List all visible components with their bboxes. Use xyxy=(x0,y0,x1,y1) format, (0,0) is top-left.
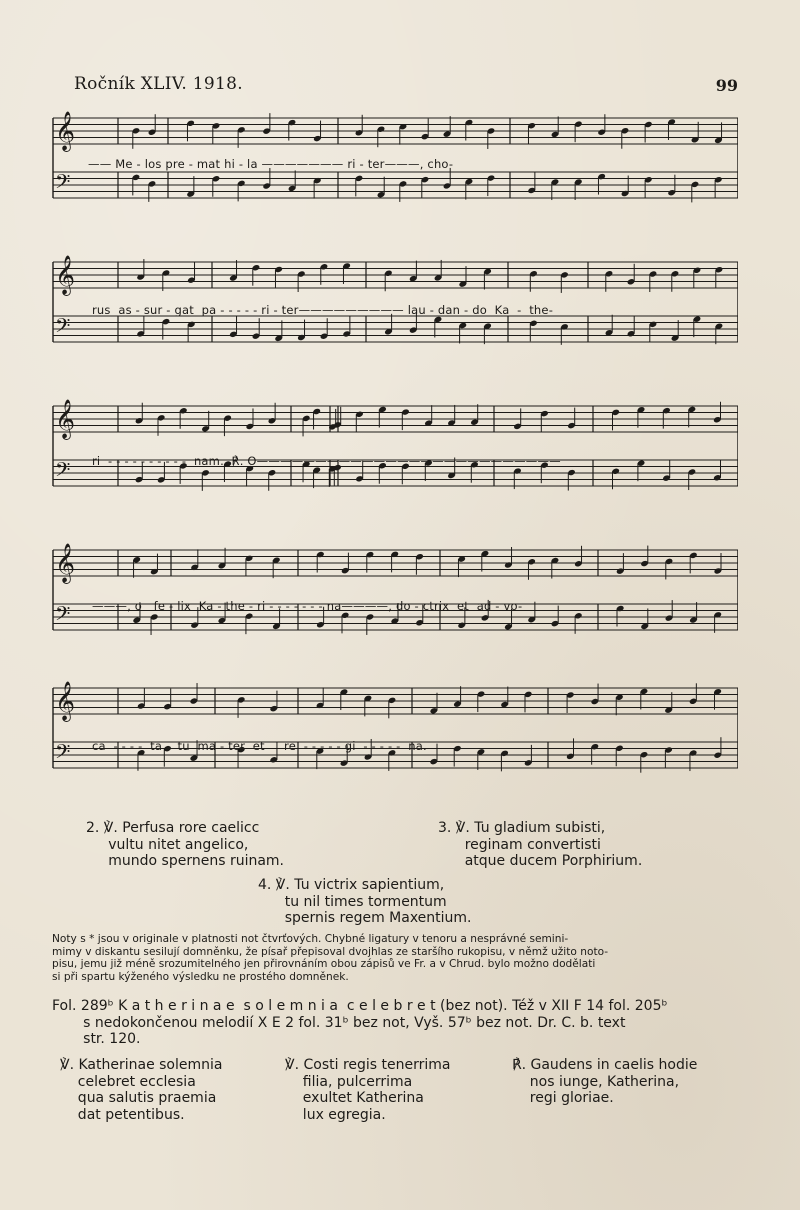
verse-2 xyxy=(86,820,284,870)
bottom-verse-a xyxy=(60,1057,222,1123)
treble-clef-icon: 𝄞 xyxy=(55,543,76,583)
verse-4-line: 4. ℣. Tu victrix sapientium, xyxy=(258,877,445,893)
bass-clef-icon: 𝄢 xyxy=(55,314,71,342)
bottom-verse-line: qua salutis praemia xyxy=(60,1090,217,1106)
bass-clef-icon: 𝄢 xyxy=(55,740,71,768)
bottom-verse-line: dat petentibus. xyxy=(60,1106,185,1123)
footnote-line: pisu, jemu již méně srozumitelného jen přirovnáním obou zápisů ve Fr. a v Chrud. bylo možno dodělati xyxy=(52,958,596,971)
bottom-verse-b xyxy=(285,1057,450,1123)
bass-clef-icon: 𝄢 xyxy=(55,602,71,630)
lyrics-system-4: ———, o fe - lix Ka - the - ri - - - - - - - na————, do - ctrix et ad - vo- xyxy=(92,599,523,613)
verse-4-line: tu nil times tormentum xyxy=(258,893,447,910)
bottom-verse-line: ℟. Gaudens in caelis hodie xyxy=(512,1057,698,1073)
bottom-verse-line: regi gloriae. xyxy=(512,1090,614,1106)
bottom-verse-c xyxy=(512,1057,697,1107)
bottom-verse-line: ℣. Costi regis tenerrima xyxy=(285,1057,451,1073)
verse-3-line: reginam convertisti xyxy=(438,836,601,853)
verse-3-line: atque ducem Porphirium. xyxy=(438,853,643,869)
verse-3 xyxy=(438,820,642,870)
bass-clef-icon: 𝄢 xyxy=(55,170,71,198)
treble-clef-icon: 𝄞 xyxy=(55,681,76,721)
page-number: 99 xyxy=(715,76,738,95)
bottom-verse-line: celebret ecclesia xyxy=(60,1073,196,1090)
bottom-verse-line: nos iunge, Katherina, xyxy=(512,1073,680,1090)
lyrics-system-2: rus as - sur - gat pa - - - - - ri - ter————————— lau - dan - do Ka - the- xyxy=(92,303,554,317)
folio-line: s nedokončenou melodií X E 2 fol. 31ᵇ bez not, Vyš. 57ᵇ bez not. Dr. C. b. text xyxy=(52,1014,626,1031)
verse-3-line: 3. ℣. Tu gladium subisti, xyxy=(438,820,606,836)
folio-line: Fol. 289ᵇ K a t h e r i n a e s o l e m n i a c e l e b r e t (bez not). Též v XII F 14 fol. 205ᵇ xyxy=(52,998,668,1014)
verse-4-line: spernis regem Maxentium. xyxy=(258,910,472,926)
verse-4 xyxy=(258,877,472,927)
verse-2-line: 2. ℣. Perfusa rore caelicc xyxy=(86,820,260,836)
bottom-verse-line: lux egregia. xyxy=(285,1106,386,1123)
lyrics-system-5: ca - - - - ta tu ma - ter et re - - - - - gi - - - - - na. xyxy=(92,739,427,753)
bottom-verse-line: exultet Katherina xyxy=(285,1090,424,1106)
folio-line: str. 120. xyxy=(52,1031,141,1047)
verse-2-line: mundo spernens ruinam. xyxy=(86,853,285,869)
footnote-line: si při spartu kýženého výsledku ne prostého domněnek. xyxy=(52,970,349,983)
footnote-line: Noty s * jsou v originale v platnosti not čtvrťových. Chybné ligatury v tenoru a nesprávné semini- xyxy=(52,933,569,945)
bottom-verse-line: ℣. Katherinae solemnia xyxy=(60,1057,223,1073)
treble-clef-icon: 𝄞 xyxy=(55,111,76,151)
bottom-verse-line: filia, pulcerrima xyxy=(285,1073,413,1090)
footnote xyxy=(52,933,737,983)
treble-clef-icon: 𝄞 xyxy=(55,399,76,439)
running-header: Ročník XLIV. 1918. xyxy=(74,74,243,94)
footnote-line: mimy v diskantu sesilují domněnku, že písař přepisoval dvojhlas ze staršího rukopisu, v němž užito noto- xyxy=(52,945,609,958)
treble-clef-icon: 𝄞 xyxy=(55,255,76,295)
verse-2-line: vultu nitet angelico, xyxy=(86,836,249,853)
folio-reference xyxy=(52,998,742,1048)
bass-clef-icon: 𝄢 xyxy=(55,458,71,486)
lyrics-system-3: ri - - - - - - - - - - nam. ℟. O—————————————————————————— xyxy=(92,454,561,468)
lyrics-system-1: —— Me - los pre - mat hi - la ——————— ri - ter———, cho- xyxy=(88,157,454,171)
